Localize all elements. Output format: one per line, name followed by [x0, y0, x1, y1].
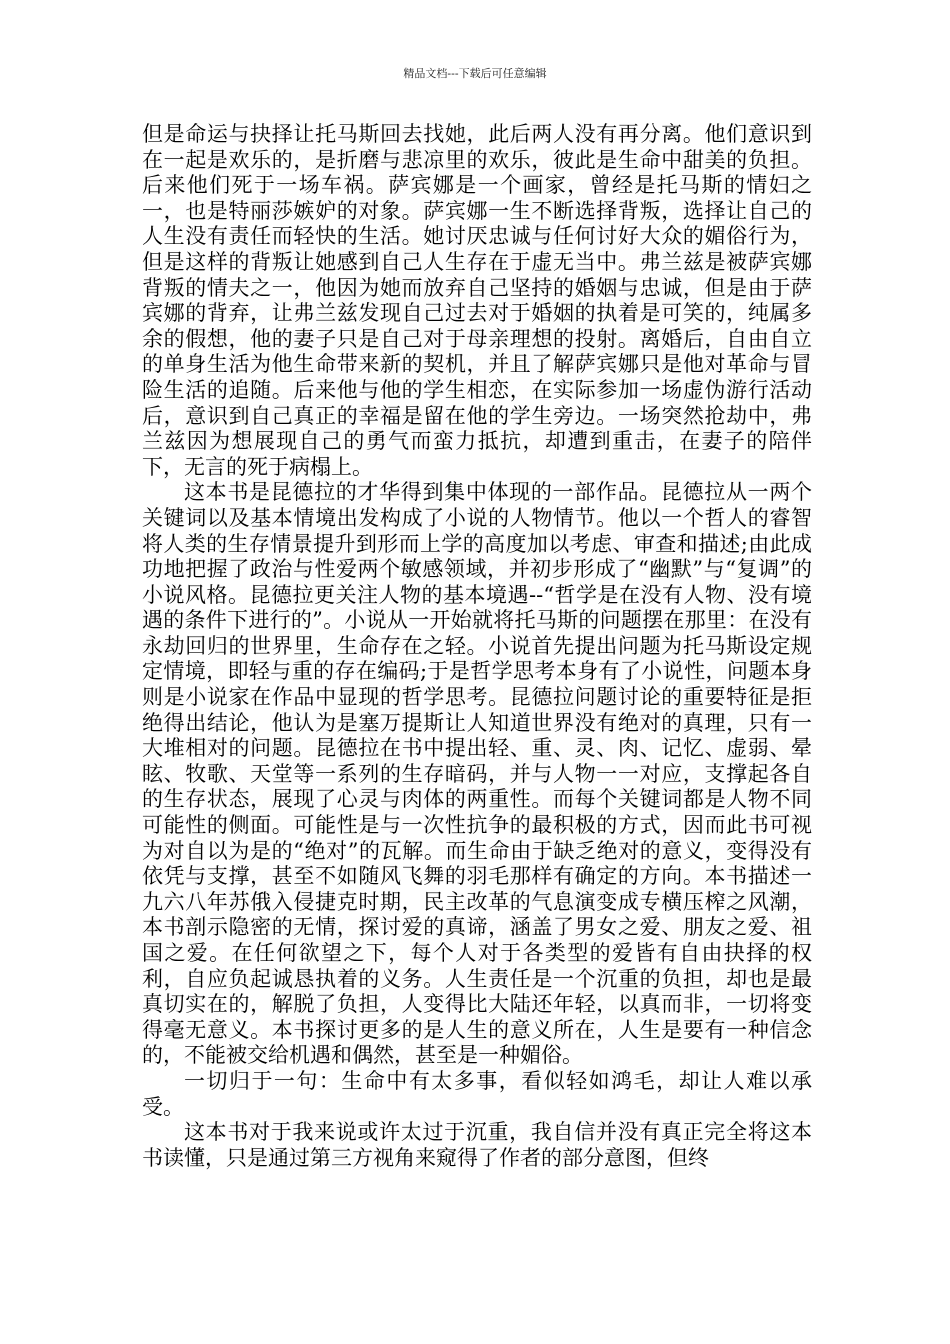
paragraph: 这本书是昆德拉的才华得到集中体现的一部作品。昆德拉从一两个关键词以及基本情境出发构成了小说的人物情节。他以一个哲人的睿智将人类的生存情景提升到形而上学的高度加以考虑、审查和描述;由此成功地把握了政治与性爱两个敏感领域，并初步形成了“幽默”与“复调”的小说风格。昆德拉更关注人物的基本境遇--“哲学是在没有人物、没有境遇的条件下进行的”。小说从一开始就将托马斯的问题摆在那里：在没有永劫回归的世界里，生命存在之轻。小说首先提出问题为托马斯设定规定情境，即轻与重的存在编码;于是哲学思考本身有了小说性，问题本身则是小说家在作品中显现的哲学思考。昆德拉问题讨论的重要特征是拒绝得出结论，他认为是塞万提斯让人知道世界没有绝对的真理，只有一大堆相对的问题。昆德拉在书中提出轻、重、灵、肉、记忆、虚弱、晕眩、牧歌、天堂等一系列的生存暗码，并与人物一一对应，支撑起各自的生存状态，展现了心灵与肉体的两重性。而每个关键词都是人物不同可能性的侧面。可能性是与一次性抗争的最积极的方式，因而此书可视为对自以为是的“绝对”的瓦解。而生命由于缺乏绝对的意义，变得没有依凭与支撑，甚至不如随风飞舞的羽毛那样有确定的方向。本书描述一九六八年苏俄入侵捷克时期，民主改革的气息演变成专横压榨之风潮，本书剖示隐密的无情，探讨爱的真谛，涵盖了男女之爱、朋友之爱、祖国之爱。在任何欲望之下，每个人对于各类型的爱皆有自由抉择的权利，自应负起诚恳执着的义务。人生责任是一个沉重的负担，却也是最真切实在的，解脱了负担，人变得比大陆还年轻，以真而非，一切将变得毫无意义。本书探讨更多的是人生的意义所在，人生是要有一种信念的，不能被交给机遇和偶然，甚至是一种媚俗。	[142, 480, 812, 1068]
document-body	[142, 122, 812, 1171]
paragraph: 一切归于一句：生命中有太多事，看似轻如鸿毛，却让人难以承受。	[142, 1068, 812, 1119]
paragraph: 这本书对于我来说或许太过于沉重，我自信并没有真正完全将这本书读懂，只是通过第三方视角来窥得了作者的部分意图，但终	[142, 1120, 812, 1170]
paragraph: 但是命运与抉择让托马斯回去找她，此后两人没有再分离。他们意识到在一起是欢乐的，是折磨与悲凉里的欢乐，彼此是生命中甜美的负担。后来他们死于一场车祸。萨宾娜是一个画家，曾经是托马斯的情妇之一，也是特丽莎嫉妒的对象。萨宾娜一生不断选择背叛，选择让自己的人生没有责任而轻快的生活。她讨厌忠诚与任何讨好大众的媚俗行为，但是这样的背叛让她感到自己人生存在于虚无当中。弗兰兹是被萨宾娜背叛的情夫之一，他因为她而放弃自己坚持的婚姻与忠诚，但是由于萨宾娜的背弃，让弗兰兹发现自己过去对于婚姻的执着是可笑的，纯属多余的假想，他的妻子只是自己对于母亲理想的投射。离婚后，自由自立的单身生活为他生命带来新的契机，并且了解萨宾娜只是他对革命与冒险生活的追随。后来他与他的学生相恋，在实际参加一场虚伪游行活动后，意识到自己真正的幸福是留在他的学生旁边。一场突然抢劫中，弗兰兹因为想展现自己的勇气而蛮力抵抗，却遭到重击，在妻子的陪伴下，无言的死于病榻上。	[142, 122, 812, 479]
page-header: 精品文档---下载后可任意编辑	[403, 67, 547, 80]
